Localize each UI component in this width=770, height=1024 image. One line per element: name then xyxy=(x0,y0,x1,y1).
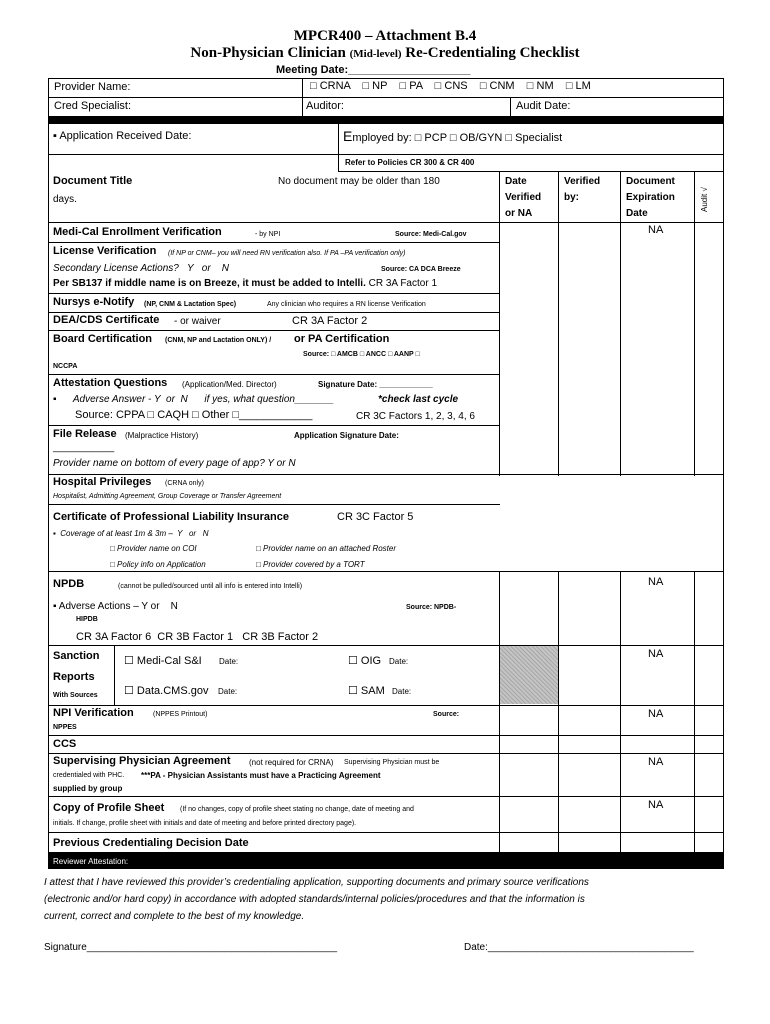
subtitle-post: Re-Credentialing Checklist xyxy=(405,45,580,61)
doc-expiration-header: Document Expiration Date xyxy=(626,176,675,219)
npi-nppes: NPPES xyxy=(53,724,77,731)
pa-agreement-note2: supplied by group xyxy=(53,784,123,793)
attestation-factors: CR 3C Factors 1, 2, 3, 4, 6 xyxy=(356,411,475,422)
liability-title: Certificate of Professional Liability Insurance xyxy=(53,511,289,523)
subtitle-pre: Non-Physician Clinician xyxy=(190,45,346,61)
oig-date: Date: xyxy=(389,657,409,666)
hospital-title: Hospital Privileges xyxy=(53,476,152,488)
board-pa: or PA Certification xyxy=(294,333,390,345)
dea-factor: CR 3A Factor 2 xyxy=(292,315,368,327)
medi-cal-na: NA xyxy=(648,224,664,236)
npdb-adverse: ▪ Adverse Actions – Y or N xyxy=(53,601,178,612)
medi-cal-source: Source: Medi-Cal.gov xyxy=(395,231,467,238)
signature-line[interactable]: Signature_____________________________________________ xyxy=(44,942,338,953)
doc-title-header: Document Title xyxy=(53,175,133,187)
medi-cal-si-date: Date: xyxy=(219,657,239,666)
attestation-text: I attest that I have reviewed this provider’s credentialing application, supporting documents and primary source verifications (electronic and/or hard copy) in accordance with adopted standards/internal policies/procedures and that the information is current, correct and complete to the best of my knowledge. xyxy=(44,877,589,922)
board-title: Board Certification xyxy=(53,333,153,345)
days-note: days. xyxy=(53,194,77,205)
page-title: MPCR400 – Attachment B.4 xyxy=(293,28,477,44)
npdb-factors: CR 3A Factor 6 CR 3B Factor 1 CR 3B Factor 2 xyxy=(76,631,319,643)
file-release-title: File Release xyxy=(53,428,117,440)
board-note: (CNM, NP and Lactation ONLY) / xyxy=(165,337,272,344)
data-cms-date: Date: xyxy=(218,687,238,696)
provider-name-bottom: Provider name on bottom of every page of app? Y or N xyxy=(53,458,296,469)
oig-checkbox[interactable]: ☐ OIG xyxy=(348,655,382,667)
page-subtitle xyxy=(0,45,770,62)
npdb-source: Source: NPDB- xyxy=(406,604,457,611)
liability-option-tort[interactable]: □ Provider covered by a TORT xyxy=(256,560,365,569)
ccs-title: CCS xyxy=(53,738,77,750)
attestation-source[interactable]: Source: CPPA □ CAQH □ Other □____________ xyxy=(75,409,313,421)
reviewer-bar xyxy=(48,853,724,869)
reviewer-attestation: Reviewer Attestation: xyxy=(53,857,129,866)
nursys-note: (NP, CNM & Lactation Spec) xyxy=(144,301,237,308)
liability-option-application[interactable]: □ Policy info on Application xyxy=(110,560,206,569)
file-release-note: (Malpractice History) xyxy=(125,431,199,440)
hospital-note: (CRNA only) xyxy=(165,480,204,487)
npdb-hipdb: HIPDB xyxy=(76,616,98,623)
auditor-label: Auditor: xyxy=(306,100,344,112)
subtitle-mid: (Mid-level) xyxy=(349,48,402,60)
sanction-na: NA xyxy=(648,648,664,660)
medi-cal-si-checkbox[interactable]: ☐ Medi-Cal S&I xyxy=(124,655,202,667)
verified-by-header: Verified by: xyxy=(564,176,601,203)
medi-cal-by: - by NPI xyxy=(255,231,281,238)
dea-waiver: - or waiver xyxy=(174,316,221,327)
cred-specialist-label: Cred Specialist: xyxy=(54,100,132,112)
attestation-signature-date: Signature Date: ____________ xyxy=(318,380,433,389)
board-source[interactable]: Source: □ AMCB □ ANCC □ AANP □ xyxy=(303,351,420,358)
no-older-note: No document may be older than 180 xyxy=(278,176,440,187)
npi-title: NPI Verification xyxy=(53,707,134,719)
supervising-title: Supervising Physician Agreement xyxy=(53,755,231,767)
sam-date: Date: xyxy=(392,687,412,696)
board-nccpa: NCCPA xyxy=(53,363,78,370)
date-verified-header: Date Verified or NA xyxy=(505,176,542,219)
refer-note: Refer to Policies CR 300 & CR 400 xyxy=(345,158,475,167)
app-signature-date: Application Signature Date: xyxy=(294,431,399,440)
attestation-adverse: ▪ Adverse Answer - Y or N if yes, what question_______ xyxy=(53,394,334,405)
npi-note: (NPPES Printout) xyxy=(153,711,208,718)
with-sources: With Sources xyxy=(53,692,98,699)
data-cms-checkbox[interactable]: ☐ Data.CMS.gov xyxy=(124,685,209,697)
reports-title: Reports xyxy=(53,671,95,683)
medi-cal-title: Medi-Cal Enrollment Verification xyxy=(53,226,222,238)
hospital-note2: Hospitalist, Admitting Agreement, Group Coverage or Transfer Agreement xyxy=(53,493,282,500)
profile-sheet-note2: initials. If change, profile sheet with initials and date of meeting and before printed directory page). xyxy=(53,820,357,827)
profile-sheet-note: (If no changes, copy of profile sheet stating no change, date of meeting and xyxy=(180,806,414,813)
profile-sheet-na: NA xyxy=(648,799,664,811)
supervising-na: NA xyxy=(648,756,664,768)
meeting-date: Meeting Date:____________________ xyxy=(276,64,471,76)
liability-option-roster[interactable]: □ Provider name on an attached Roster xyxy=(256,544,397,553)
npdb-title: NPDB xyxy=(53,578,85,590)
attestation-title: Attestation Questions xyxy=(53,377,168,389)
nursys-note2: Any clinician who requires a RN license Verification xyxy=(267,301,426,308)
license-source: Source: CA DCA Breeze xyxy=(381,266,461,273)
sanction-shaded-cell xyxy=(500,646,558,704)
license-note: (If NP or CNM– you will need RN verification also. If PA –PA verification only) xyxy=(168,250,406,257)
sam-checkbox[interactable]: ☐ SAM xyxy=(348,685,385,697)
provider-name-label: Provider Name: xyxy=(54,81,131,93)
liability-coverage: ▪ Coverage of at least 1m & 3m – Y or N xyxy=(53,529,209,538)
check-last-cycle: *check last cycle xyxy=(378,394,459,405)
supervising-note3: credentialed with PHC. xyxy=(53,772,125,779)
supervising-note2: Supervising Physician must be xyxy=(344,759,440,766)
npi-source: Source: xyxy=(433,711,460,718)
npdb-note: (cannot be pulled/sourced until all info is entered into Intelli) xyxy=(118,583,303,590)
dea-title: DEA/CDS Certificate xyxy=(53,314,160,326)
nursys-title: Nursys e-Notify xyxy=(53,296,135,308)
employed-by-checkboxes[interactable]: Employed by: □ PCP □ OB/GYN □ Specialist xyxy=(343,128,563,144)
license-title: License Verification xyxy=(53,245,157,257)
npdb-na: NA xyxy=(648,576,664,588)
provider-type-checkboxes[interactable]: □ CRNA □ NP □ PA □ CNS □ CNM □ NM □ LM xyxy=(310,80,591,92)
sb137-note: Per SB137 if middle name is on Breeze, it must be added to Intelli. CR 3A Factor 1 xyxy=(53,278,437,289)
npi-na: NA xyxy=(648,708,664,720)
pa-agreement-note: ***PA - Physician Assistants must have a Practicing Agreement xyxy=(141,771,381,780)
audit-header: Audit √ xyxy=(700,187,709,212)
secondary-license: Secondary License Actions? Y or N xyxy=(53,263,230,274)
date-line[interactable]: Date:_____________________________________ xyxy=(464,942,694,953)
liability-factor: CR 3C Factor 5 xyxy=(337,511,414,523)
previous-decision-title: Previous Credentialing Decision Date xyxy=(53,837,249,849)
liability-option-coi[interactable]: □ Provider name on COI xyxy=(110,544,197,553)
app-received-date-label: ▪ Application Received Date: xyxy=(53,130,192,142)
audit-date-label: Audit Date: xyxy=(516,100,571,112)
file-release-blank: ___________ xyxy=(53,442,115,453)
attestation-note: (Application/Med. Director) xyxy=(182,380,277,389)
profile-sheet-title: Copy of Profile Sheet xyxy=(53,802,165,814)
sanction-title: Sanction xyxy=(53,650,100,662)
supervising-note: (not required for CRNA) xyxy=(249,758,334,767)
